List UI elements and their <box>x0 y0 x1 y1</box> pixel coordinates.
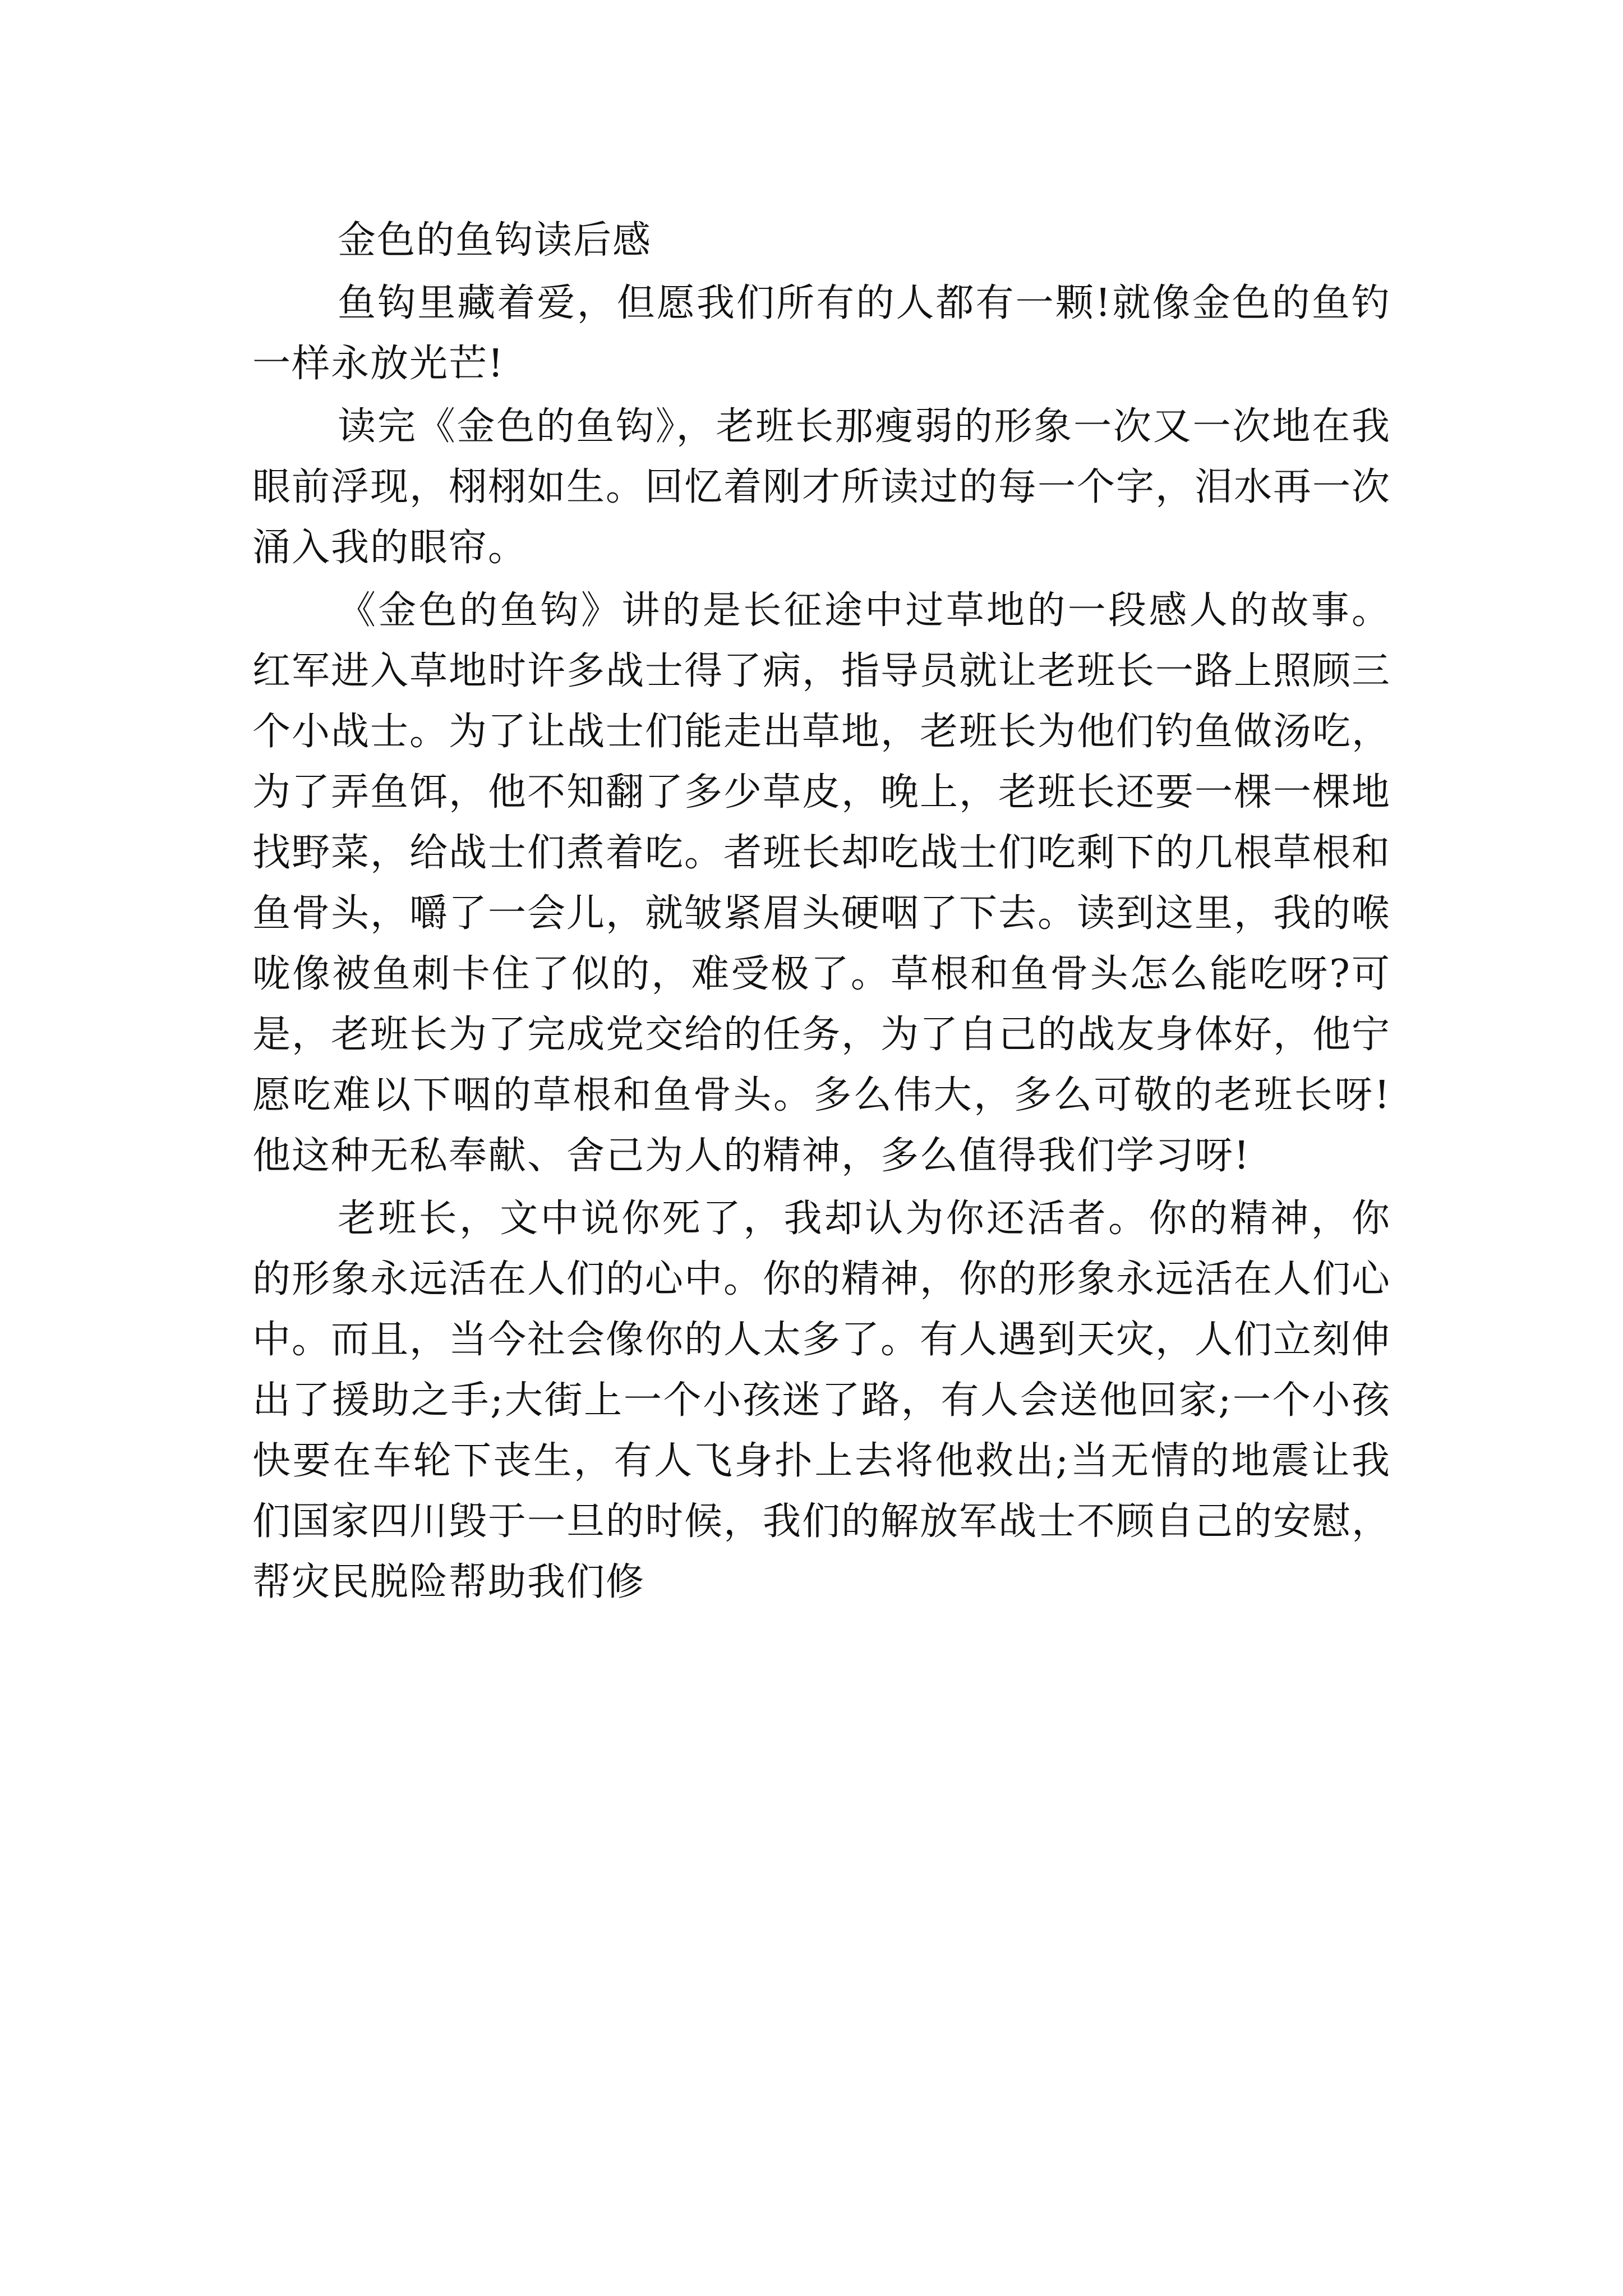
document-body <box>252 210 1391 1615</box>
document-title: 金色的鱼钩读后感 <box>338 218 652 263</box>
paragraph-2: 读完《金色的鱼钩》，老班长那瘦弱的形象一次又一次地在我眼前浮现，栩栩如生。回忆着刚才所读过的每一个字，泪水再一次涌入我的眼帘。 <box>252 404 1391 570</box>
paragraph-1: 鱼钩里藏着爱，但愿我们所有的人都有一颗!就像金色的鱼钓一样永放光芒! <box>252 281 1391 386</box>
paragraph-4: 老班长，文中说你死了，我却认为你还活者。你的精神，你的形象永远活在人们的心中。你的精神，你的形象永远活在人们心中。而且，当今社会像你的人太多了。有人遇到天灾，人们立刻伸出了援助之手;大街上一个小孩迷了路，有人会送他回家;一个小孩快要在车轮下丧生，有人飞身扑上去将他救出;当无情的地震让我们国家四川毁于一旦的时候，我们的解放军战士不顾自己的安慰，帮灾民脱险帮助我们修 <box>252 1197 1391 1604</box>
paragraph-3: 《金色的鱼钩》讲的是长征途中过草地的一段感人的故事。红军进入草地时许多战士得了病，指导员就让老班长一路上照顾三个小战士。为了让战士们能走出草地，老班长为他们钓鱼做汤吃，为了弄鱼饵，他不知翻了多少草皮，晚上，老班长还要一棵一棵地找野菜，给战士们煮着吃。者班长却吃战士们吃剩下的几根草根和鱼骨头，嚼了一会儿，就皱紧眉头硬咽了下去。读到这里，我的喉咙像被鱼刺卡住了似的，难受极了。草根和鱼骨头怎么能吃呀?可是，老班长为了完成党交给的任务，为了自己的战友身体好，他宁愿吃难以下咽的草根和鱼骨头。多么伟大，多么可敬的老班长呀!他这种无私奉献、舍己为人的精神，多么值得我们学习呀! <box>252 588 1391 1178</box>
